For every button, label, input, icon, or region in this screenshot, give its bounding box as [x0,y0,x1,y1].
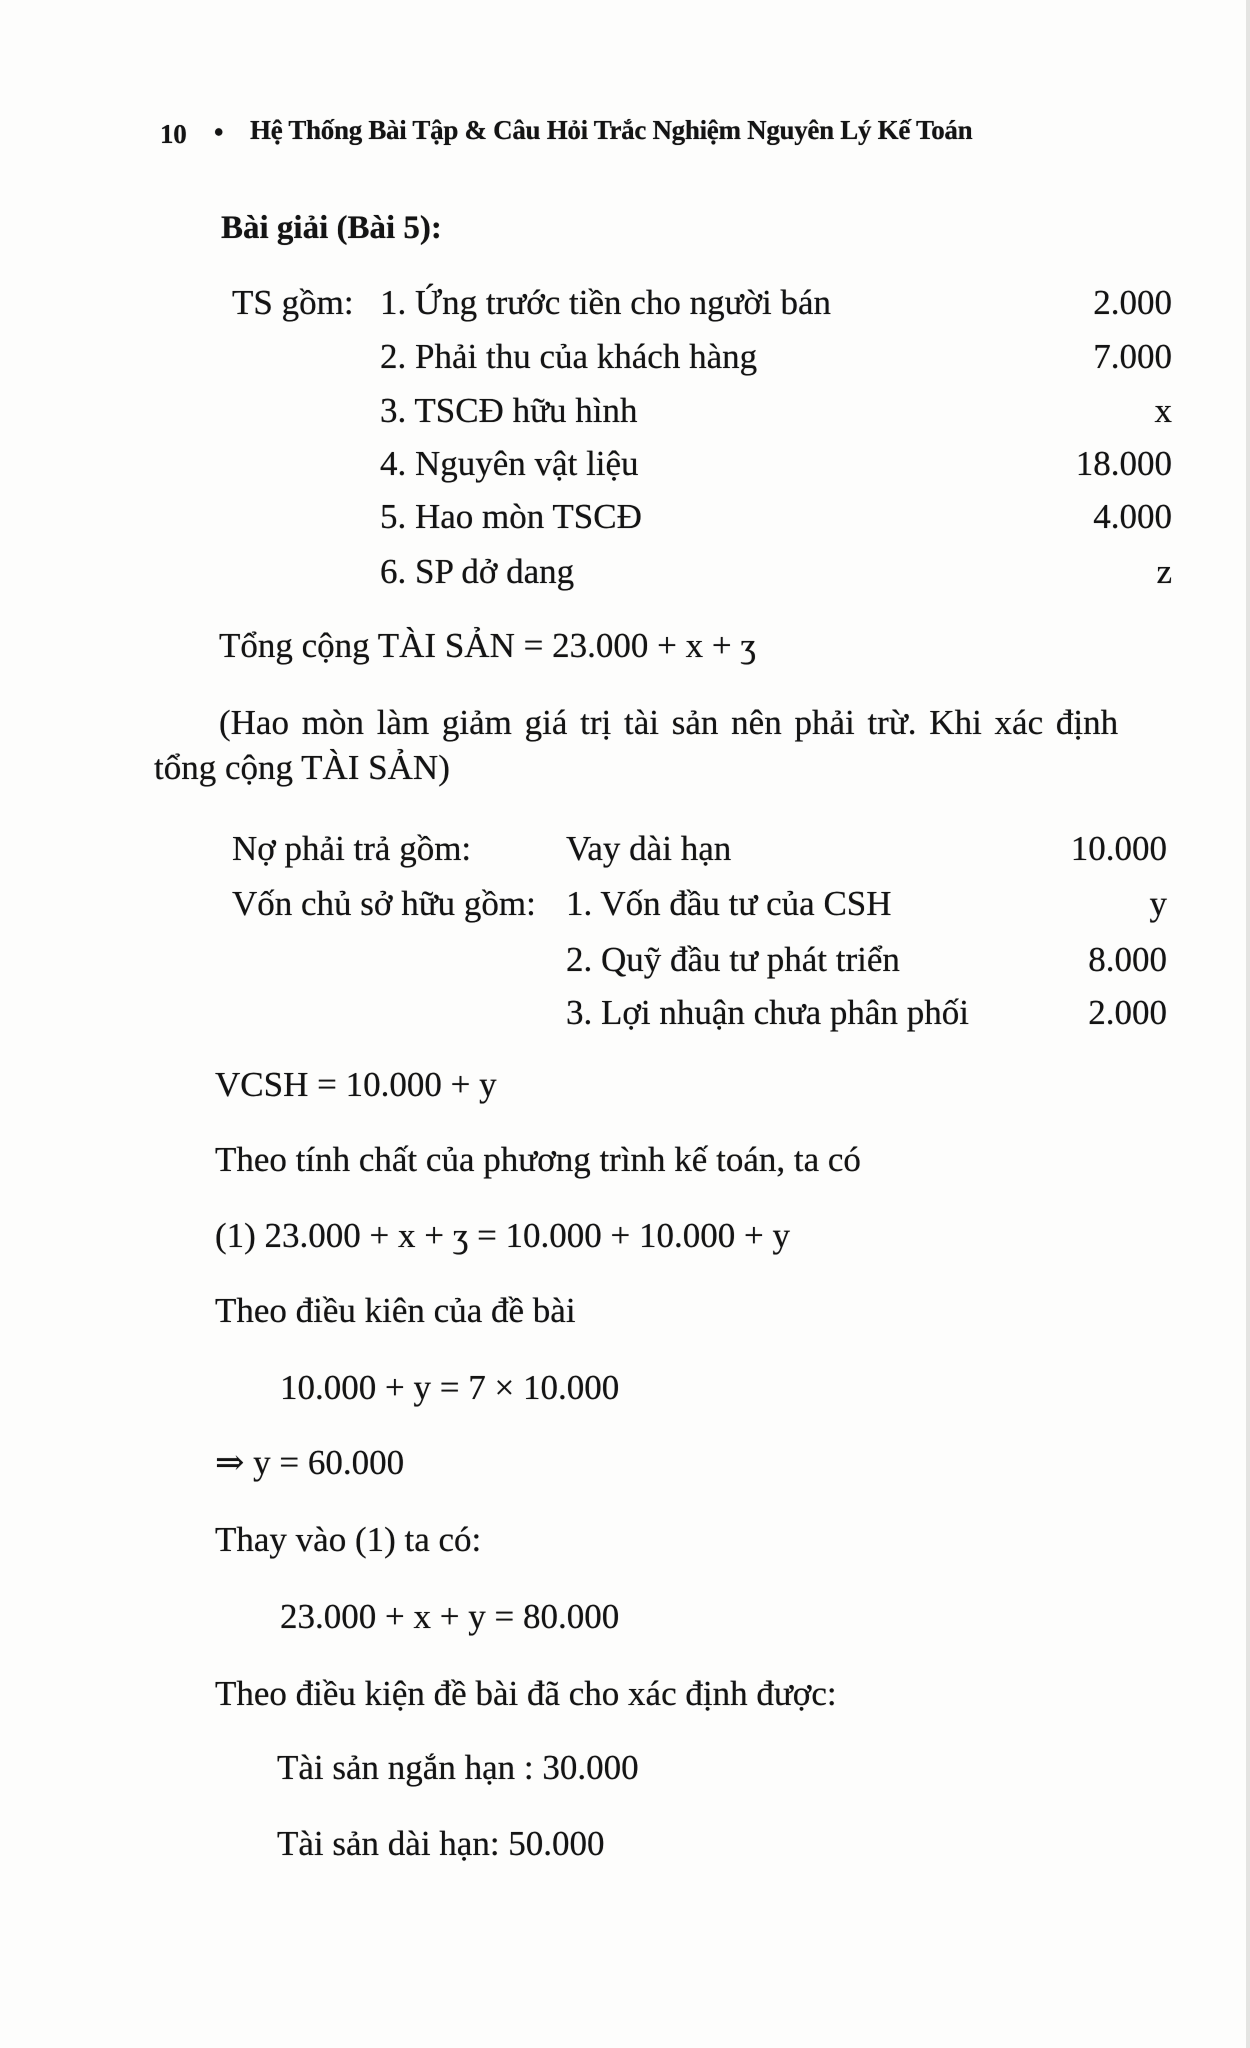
substitute-intro: Thay vào (1) ta có: [215,1520,482,1559]
condition-intro: Theo điều kiên của đề bài [215,1291,576,1330]
asset-item-value: 18.000 [1075,444,1172,483]
long-term-assets: Tài sản dài hạn: 50.000 [277,1824,605,1863]
asset-item-name: 1. Ứng trước tiền cho người bán [380,283,832,322]
equity-item-name: 1. Vốn đầu tư của CSH [566,884,892,923]
liability-item-name: Vay dài hạn [566,829,732,868]
equity-label: Vốn chủ sở hữu gồm: [232,884,536,923]
asset-item-name: 5. Hao mòn TSCĐ [380,497,642,536]
page-edge-shadow [1246,0,1250,2048]
asset-item-value: z [1156,552,1172,591]
liabilities-label: Nợ phải trả gồm: [232,829,472,868]
asset-item-value: 7.000 [1093,337,1172,376]
vcsh-line: VCSH = 10.000 + y [215,1065,497,1104]
header-bullet: • [214,117,224,147]
result-y: ⇒ y = 60.000 [215,1443,405,1482]
equity-item-value: 8.000 [1088,940,1167,979]
assets-label: TS gồm: [232,283,354,322]
book-title: Hệ Thống Bài Tập & Câu Hỏi Trắc Nghiệm Nguyên Lý Kế Toán [250,115,973,145]
asset-item-value: 4.000 [1093,497,1172,536]
liability-item-value: 10.000 [1070,829,1167,868]
asset-item-name: 3. TSCĐ hữu hình [380,391,638,430]
short-term-assets: Tài sản ngắn hạn : 30.000 [277,1748,639,1787]
page-number: 10 [160,119,187,149]
equity-item-name: 2. Quỹ đầu tư phát triển [566,940,900,979]
asset-item-name: 6. SP dở dang [380,552,575,591]
equity-item-value: y [1149,884,1167,923]
equity-item-name: 3. Lợi nhuận chưa phân phối [566,993,969,1032]
asset-item-name: 2. Phải thu của khách hàng [380,337,758,376]
solution-title: Bài giải (Bài 5): [221,210,442,246]
substituted-equation: 23.000 + x + y = 80.000 [280,1597,620,1636]
asset-item-value: 2.000 [1093,283,1172,322]
total-assets: Tổng cộng TÀI SẢN = 23.000 + x + ʒ [219,626,756,665]
note-line: tổng cộng TÀI SẢN) [154,748,450,787]
note-line: (Hao mòn làm giảm giá trị tài sản nên phải trừ. Khi xác định [219,703,1119,742]
asset-item-value: x [1154,391,1172,430]
asset-item-name: 4. Nguyên vật liệu [380,444,639,483]
condition-equation: 10.000 + y = 7 × 10.000 [280,1368,620,1407]
equation-intro: Theo tính chất của phương trình kế toán, ta có [215,1140,861,1179]
equation-1: (1) 23.000 + x + ʒ = 10.000 + 10.000 + y [215,1216,791,1255]
equity-item-value: 2.000 [1088,993,1167,1032]
determined-intro: Theo điều kiện đề bài đã cho xác định được: [215,1674,837,1713]
